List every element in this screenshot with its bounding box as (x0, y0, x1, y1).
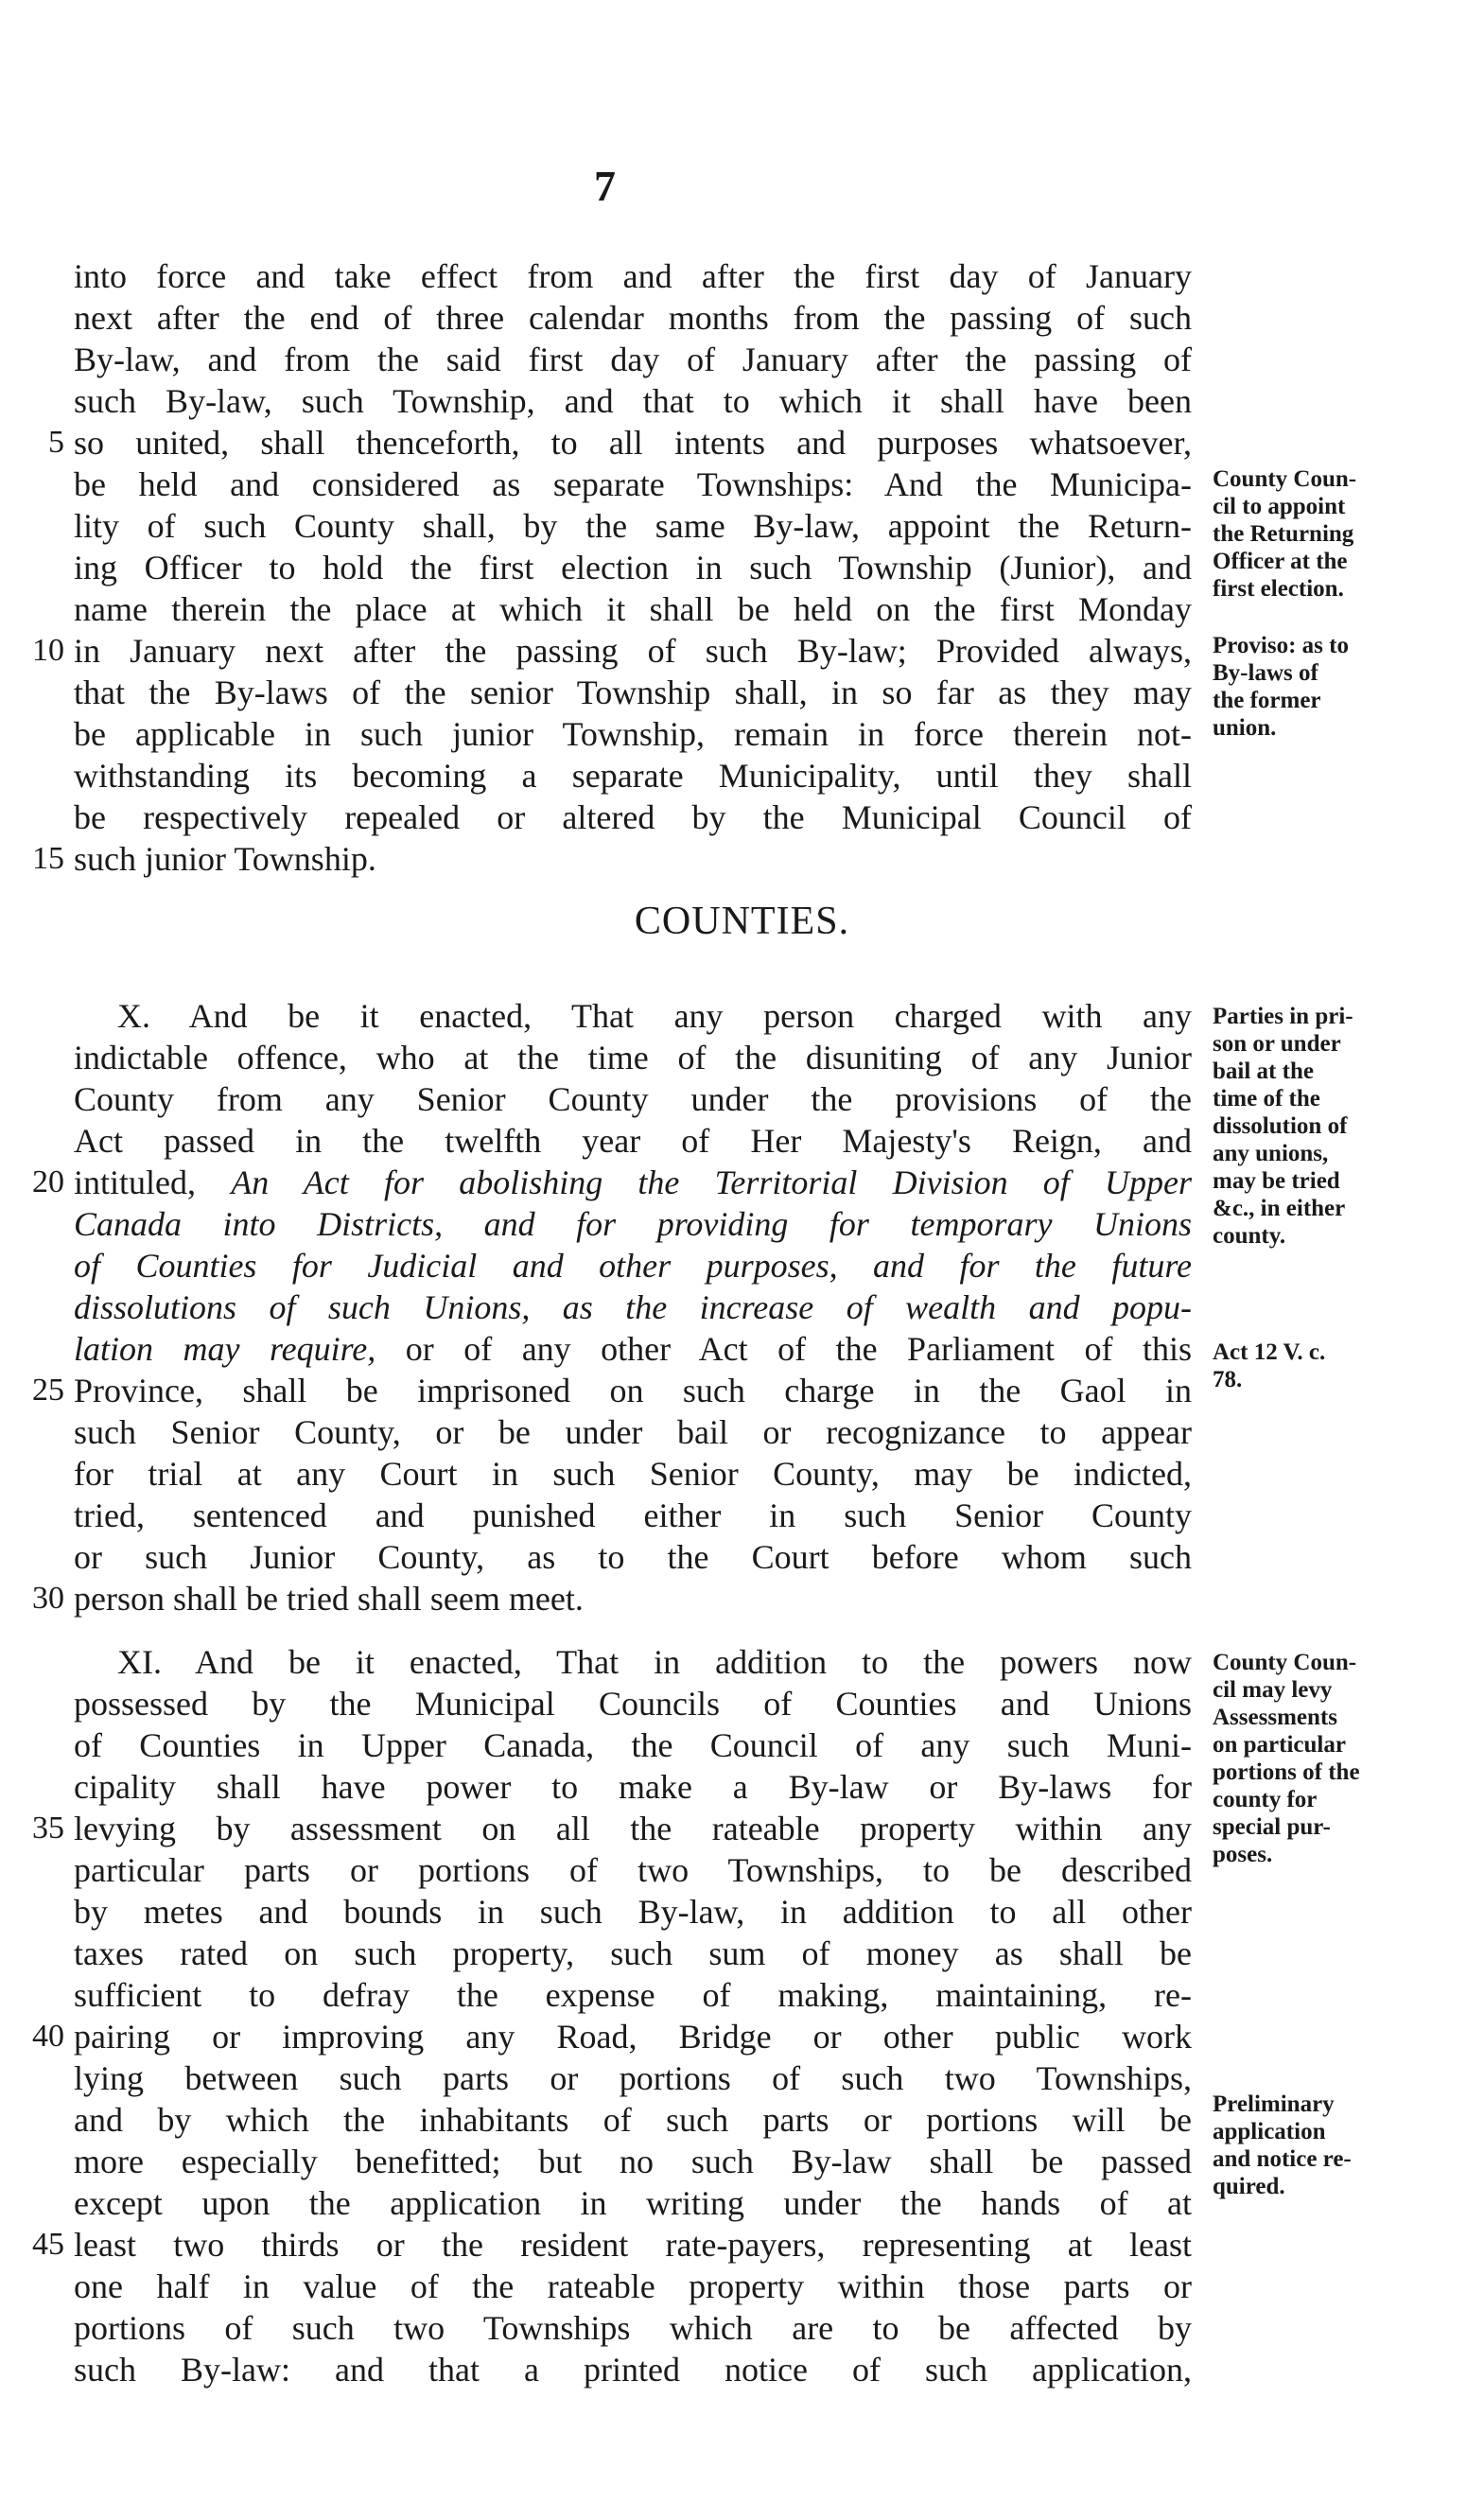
text-line (0, 2016, 1484, 2057)
line-text: pairing or improving any Road, Bridge or other public work (74, 2018, 1192, 2056)
text-line (0, 1495, 1484, 1536)
margin-note-line: application (1213, 2119, 1326, 2144)
margin-note-line: Preliminary (1213, 2091, 1335, 2117)
line-text: one half in value of the rateable property within those parts or (74, 2267, 1192, 2305)
margin-note-line: special pur- (1213, 1814, 1331, 1840)
line-text: ing Officer to hold the first election in such Township (Junior), and (74, 549, 1192, 586)
line-number: 20 (32, 1164, 64, 1199)
line-text: Act passed in the twelfth year of Her Majesty's Reign, and (74, 1122, 1192, 1160)
text-line (0, 297, 1484, 339)
line-text: possessed by the Municipal Councils of Counties and Unions (74, 1685, 1192, 1723)
line-text: lying between such parts or portions of such two Townships, (74, 2059, 1192, 2097)
line-text: dissolutions of such Unions, as the increase of wealth and popu- (74, 1288, 1192, 1326)
margin-note-line: County Coun- (1213, 1650, 1357, 1675)
line-text: By-law, and from the said first day of January after the passing of (74, 341, 1192, 378)
margin-note (1213, 1649, 1468, 1868)
line-number: 40 (32, 2019, 64, 2054)
line-text: except upon the application in writing under the hands of at (74, 2184, 1192, 2222)
text-line (0, 255, 1484, 297)
text-line (0, 1933, 1484, 1974)
margin-note-line: on particular (1213, 1732, 1346, 1758)
margin-note-line: first election. (1213, 576, 1344, 602)
line-text: least two thirds or the resident rate-payers, representing at least (74, 2226, 1192, 2264)
line-text: such By-law: and that a printed notice of such application, (74, 2351, 1192, 2389)
line-text: indictable offence, who at the time of the disuniting of any Junior (74, 1039, 1192, 1076)
text-line (0, 2266, 1484, 2307)
margin-note-line: any unions, (1213, 1141, 1329, 1166)
margin-note-line: Proviso: as to (1213, 633, 1349, 658)
margin-note-line: County Coun- (1213, 466, 1357, 492)
margin-note-line: &c., in either (1213, 1196, 1346, 1221)
line-number: 30 (32, 1581, 64, 1616)
line-text: that the By-laws of the senior Township shall, in so far as they may (74, 674, 1192, 711)
line-text: person shall be tried shall seem meet. (74, 1580, 584, 1618)
margin-note-line: county. (1213, 1223, 1286, 1249)
text-line (0, 1245, 1484, 1286)
text-line (0, 1891, 1484, 1933)
margin-note-line: Assessments (1213, 1705, 1337, 1730)
line-text: Province, shall be imprisoned on such charge in the Gaol in (74, 1372, 1192, 1409)
line-text: XI. And be it enacted, That in addition to the powers now (117, 1643, 1192, 1681)
margin-note-line: portions of the (1213, 1759, 1360, 1785)
line-text: next after the end of three calendar months from the passing of such (74, 299, 1192, 337)
line-text: intituled, An Act for abolishing the Territorial Division of Upper (74, 1164, 1192, 1201)
margin-note-line: union. (1213, 715, 1277, 741)
margin-note-line: time of the (1213, 1086, 1320, 1111)
line-text: for trial at any Court in such Senior County, may be indicted, (74, 1455, 1192, 1493)
margin-note-line: 78. (1213, 1367, 1243, 1392)
margin-note (1213, 1003, 1468, 1250)
line-text: such Senior County, or be under bail or recognizance to appear (74, 1413, 1192, 1451)
text-line (0, 838, 1484, 880)
line-text: Canada into Districts, and for providing for temporary Unions (74, 1205, 1192, 1243)
margin-note-line: Act 12 V. c. (1213, 1339, 1326, 1365)
line-text: X. And be it enacted, That any person charged with any (117, 997, 1192, 1035)
text-line (0, 2307, 1484, 2349)
margin-note-line: cil to appoint (1213, 494, 1346, 519)
text-line (0, 755, 1484, 796)
line-text: County from any Senior County under the provisions of the (74, 1080, 1192, 1118)
text-line (0, 1578, 1484, 1619)
margin-note-line: By-laws of (1213, 660, 1318, 686)
text-line (0, 2349, 1484, 2390)
margin-note-line: poses. (1213, 1842, 1273, 1867)
line-text: be applicable in such junior Township, remain in force therein not- (74, 715, 1192, 753)
margin-note-line: the Returning (1213, 521, 1354, 547)
margin-note-line: county for (1213, 1787, 1318, 1812)
line-text: and by which the inhabitants of such parts or portions will be (74, 2101, 1192, 2139)
text-line (0, 422, 1484, 464)
margin-note-line: Parties in pri- (1213, 1004, 1353, 1029)
line-text: be held and considered as separate Townships: And the Municipa- (74, 465, 1192, 503)
margin-note-line: bail at the (1213, 1059, 1314, 1084)
margin-note-line: son or under (1213, 1031, 1341, 1057)
line-text: particular parts or portions of two Townships, to be described (74, 1851, 1192, 1889)
section-heading: COUNTIES. (634, 900, 850, 943)
line-text: such junior Township. (74, 840, 376, 878)
line-text: more especially benefitted; but no such By-law shall be passed (74, 2143, 1192, 2180)
line-text: in January next after the passing of such By-law; Provided always, (74, 632, 1192, 670)
text-line (0, 380, 1484, 422)
line-number: 45 (32, 2227, 64, 2262)
line-number: 25 (32, 1373, 64, 1408)
line-number: 10 (32, 633, 64, 668)
margin-note-line: may be tried (1213, 1168, 1340, 1194)
margin-note-line: cil may levy (1213, 1677, 1333, 1703)
margin-note-line: the former (1213, 688, 1321, 713)
line-text: lity of such County shall, by the same By-law, appoint the Return- (74, 507, 1192, 545)
margin-note-line: quired. (1213, 2174, 1285, 2199)
line-text: portions of such two Townships which are to be affected by (74, 2309, 1192, 2347)
text-line (0, 1453, 1484, 1495)
line-number: 35 (32, 1811, 64, 1846)
line-text: so united, shall thenceforth, to all intents and purposes whatsoever, (74, 424, 1192, 462)
line-number: 5 (48, 425, 64, 460)
line-text: sufficient to defray the expense of making, maintaining, re- (74, 1976, 1192, 2014)
line-text: tried, sentenced and punished either in such Senior County (74, 1496, 1192, 1534)
margin-note (1213, 465, 1468, 603)
line-text: cipality shall have power to make a By-law or By-laws for (74, 1768, 1192, 1806)
line-text: lation may require, or of any other Act of the Parliament of this (74, 1330, 1192, 1368)
margin-note (1213, 632, 1468, 742)
line-text: such By-law, such Township, and that to which it shall have been (74, 382, 1192, 420)
line-text: name therein the place at which it shall be held on the first Monday (74, 590, 1192, 628)
line-text: of Counties in Upper Canada, the Council of any such Muni- (74, 1726, 1192, 1764)
text-line (0, 1974, 1484, 2016)
text-line (0, 1286, 1484, 1328)
text-line (0, 2224, 1484, 2266)
line-text: or such Junior County, as to the Court before whom such (74, 1538, 1192, 1576)
margin-note-line: Officer at the (1213, 549, 1348, 574)
text-line (0, 1536, 1484, 1578)
line-text: levying by assessment on all the rateable property within any (74, 1810, 1192, 1847)
text-line (0, 339, 1484, 380)
margin-note (1213, 2091, 1468, 2200)
text-line (0, 796, 1484, 838)
line-text: into force and take effect from and after the first day of January (74, 257, 1192, 295)
line-number: 15 (32, 841, 64, 876)
text-line (0, 1411, 1484, 1453)
margin-note (1213, 1339, 1468, 1393)
line-text: taxes rated on such property, such sum of money as shall be (74, 1934, 1192, 1972)
line-text: of Counties for Judicial and other purposes, and for the future (74, 1247, 1192, 1285)
margin-note-line: and notice re- (1213, 2146, 1352, 2172)
line-text: be respectively repealed or altered by the Municipal Council of (74, 798, 1192, 836)
margin-note-line: dissolution of (1213, 1113, 1348, 1139)
page-number: 7 (594, 162, 616, 210)
line-text: by metes and bounds in such By-law, in addition to all other (74, 1893, 1192, 1931)
line-text: withstanding its becoming a separate Municipality, until they shall (74, 757, 1192, 795)
